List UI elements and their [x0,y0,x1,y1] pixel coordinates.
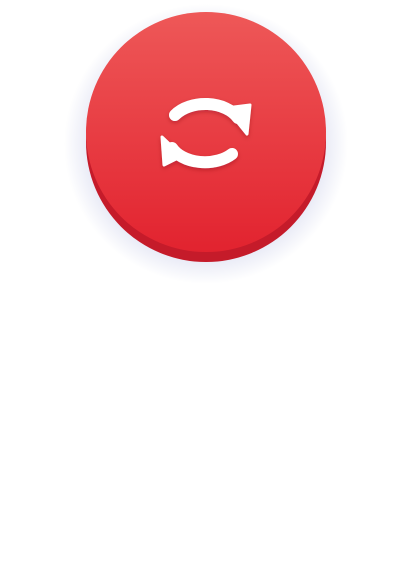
button-face [86,12,326,252]
refresh-button-graphic [86,12,326,262]
refresh-button[interactable] [86,12,326,262]
